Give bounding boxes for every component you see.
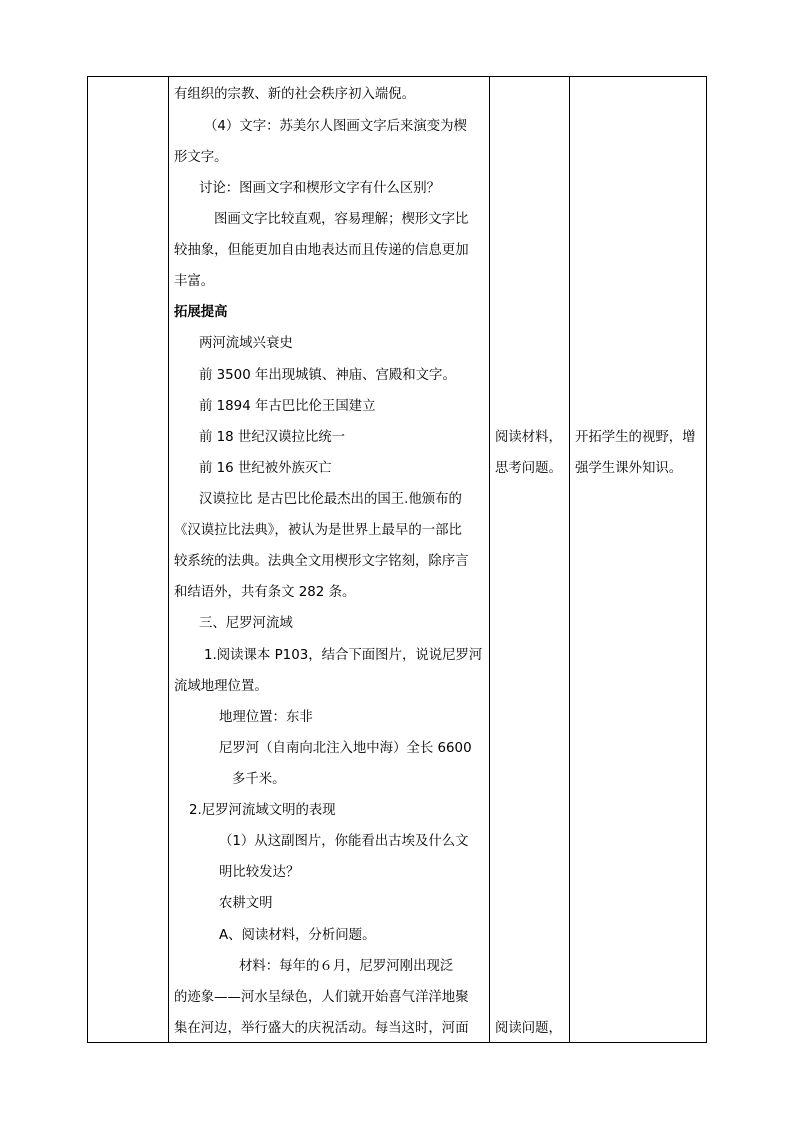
content-line: 三、尼罗河流域	[199, 616, 293, 631]
content-line: 两河流域兴衰史	[199, 336, 293, 351]
content-line: （4）文字：苏美尔人图画文字后来演变为楔	[204, 119, 467, 134]
content-line: （1）从这副图片，你能看出古埃及什么文	[219, 834, 469, 849]
content-line: 地理位置：东非	[219, 710, 313, 725]
lesson-table	[87, 76, 707, 1043]
content-line: 1.阅读课本 P103，结合下面图片，说说尼罗河	[204, 648, 483, 663]
content-line: 图画文字比较直观，容易理解；楔形文字比	[214, 212, 469, 227]
section-heading: 拓展提高	[174, 305, 228, 320]
content-line: 形文字。	[174, 150, 228, 165]
content-line: 前 18 世纪汉谟拉比统一	[199, 430, 346, 445]
content-line: 讨论：图画文字和楔形文字有什么区别？	[199, 181, 441, 196]
activity-line: 思考问题。	[495, 461, 562, 476]
content-line: 流域地理位置。	[174, 679, 268, 694]
content-line: 前 1894 年古巴比伦王国建立	[199, 399, 376, 414]
content-line: 多千米。	[232, 772, 286, 787]
activity-line: 阅读问题，	[495, 1021, 562, 1036]
content-line: 2.尼罗河流域文明的表现	[189, 803, 336, 818]
intent-line: 开拓学生的视野，增	[575, 430, 696, 445]
content-line: 尼罗河（自南向北注入地中海）全长 6600	[219, 741, 472, 756]
content-line: 较系统的法典。法典全文用楔形文字铭刻，除序言	[174, 554, 469, 569]
content-line: 较抽象，但能更加自由地表达而且传递的信息更加	[174, 243, 469, 258]
content-line: 材料：每年的６月，尼罗河刚出现泛	[239, 959, 454, 974]
blank-column	[88, 77, 168, 1042]
content-line: 的迹象——河水呈绿色，人们就开始喜气洋洋地聚	[174, 990, 469, 1005]
content-line: 农耕文明	[219, 896, 273, 911]
design-intent-cell	[570, 77, 707, 1042]
content-line: 明比较发达？	[219, 865, 300, 880]
content-line: A、阅读材料，分析问题。	[219, 928, 376, 943]
teaching-content-cell	[169, 77, 489, 1042]
content-line: 汉谟拉比 是古巴比伦最杰出的国王.他颁布的	[199, 492, 462, 507]
content-line: 有组织的宗教、新的社会秩序初入端倪。	[174, 87, 416, 102]
content-line: 《汉谟拉比法典》，被认为是世界上最早的一部比	[174, 523, 462, 538]
content-line: 前 3500 年出现城镇、神庙、宫殿和文字。	[199, 368, 456, 383]
student-activity-cell	[490, 77, 569, 1042]
content-line: 丰富。	[174, 274, 215, 289]
content-line: 集在河边，举行盛大的庆祝活动。每当这时，河面	[174, 1021, 469, 1036]
intent-line: 强学生课外知识。	[575, 461, 683, 476]
activity-line: 阅读材料，	[495, 430, 562, 445]
content-line: 和结语外，共有条文 282 条。	[174, 585, 356, 600]
content-line: 前 16 世纪被外族灭亡	[199, 461, 332, 476]
